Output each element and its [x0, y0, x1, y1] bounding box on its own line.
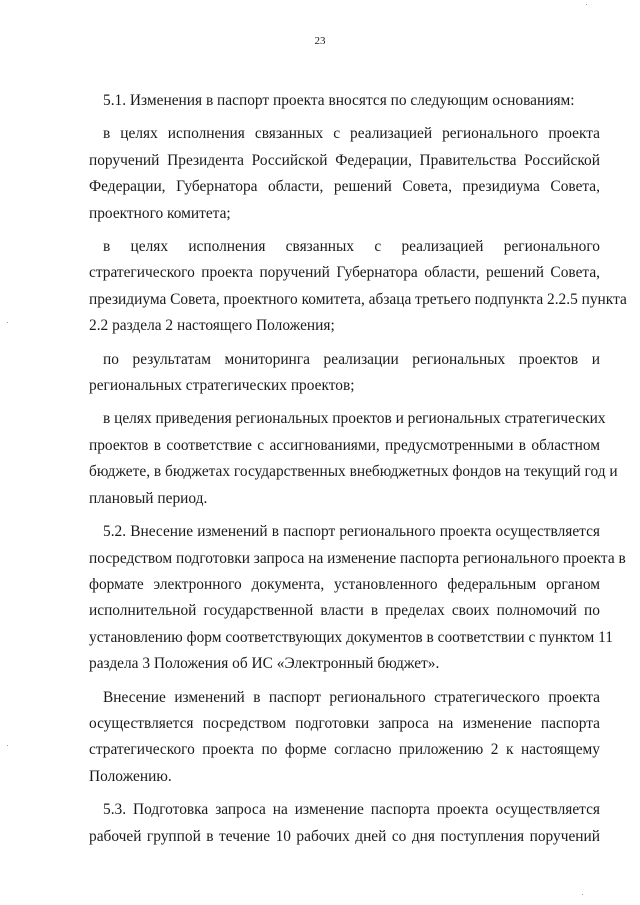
- text-line: 2.2 раздела 2 настоящего Положения;: [89, 317, 335, 335]
- paragraph-basis-budget: [89, 406, 618, 512]
- text-line: стратегического проекта поручений Губернатора области, решений Совета,: [89, 264, 600, 282]
- text-line: стратегического проекта по форме согласно приложению 2 к настоящему: [89, 741, 600, 759]
- paragraph-5-3: [89, 797, 600, 850]
- text-line: рабочей группой в течение 10 рабочих дней со дня поступления поручений: [89, 827, 600, 845]
- paragraph-strategic-changes: [89, 685, 600, 791]
- text-line: установлению форм соответствующих документов в соответствии с пунктом 11: [89, 628, 613, 646]
- text-line: Положению.: [89, 767, 172, 785]
- text-line: в целях исполнения связанных с реализацией регионального проекта: [103, 125, 600, 143]
- scan-speck: [7, 745, 8, 746]
- text-line: региональных стратегических проектов;: [89, 377, 355, 395]
- page-number: 23: [314, 35, 326, 47]
- text-line: 5.3. Подготовка запроса на изменение паспорта проекта осуществляется: [103, 801, 600, 819]
- paragraph-basis-president: [89, 121, 600, 227]
- text-line: Внесение изменений в паспорт регионального стратегического проекта: [103, 688, 600, 706]
- text-line: 5.1. Изменения в паспорт проекта вносятся по следующим основаниям:: [103, 92, 575, 109]
- text-line: исполнительной государственной власти в пределах своих полномочий по: [89, 602, 600, 620]
- paragraph-basis-governor: [89, 234, 627, 340]
- text-line: в целях приведения региональных проектов и региональных стратегических: [103, 410, 606, 428]
- text-line: поручений Президента Российской Федерации, Правительства Российской: [89, 151, 600, 169]
- text-line: осуществляется посредством подготовки запроса на изменение паспорта: [89, 714, 600, 732]
- scan-speck: [586, 4, 587, 5]
- document-body: [89, 88, 627, 850]
- scan-speck: [7, 322, 8, 323]
- scan-speck: [582, 894, 583, 895]
- paragraph-5-2: [89, 519, 626, 677]
- text-line: бюджете, в бюджетах государственных внебюджетных фондов на текущий год и: [89, 463, 618, 481]
- text-line: раздела 3 Положения об ИС «Электронный бюджет».: [89, 655, 440, 673]
- paragraph-basis-monitoring: [89, 347, 600, 400]
- text-line: по результатам мониторинга реализации региональных проектов и: [103, 350, 600, 368]
- text-line: плановый период.: [89, 489, 208, 507]
- text-line: проектов в соответствие с ассигнованиями, предусмотренными в областном: [89, 436, 600, 454]
- text-line: проектного комитета;: [89, 204, 231, 222]
- text-line: посредством подготовки запроса на изменение паспорта регионального проекта в: [89, 549, 626, 567]
- text-line: президиума Совета, проектного комитета, абзаца третьего подпункта 2.2.5 пункта: [89, 290, 627, 308]
- paragraph-5-1-intro: [89, 88, 600, 114]
- text-line: формате электронного документа, установленного федеральным органом: [89, 575, 600, 593]
- text-line: Федерации, Губернатора области, решений Совета, президиума Совета,: [89, 178, 600, 196]
- text-line: в целях исполнения связанных с реализацией регионального: [103, 238, 600, 256]
- text-line: 5.2. Внесение изменений в паспорт регионального проекта осуществляется: [103, 523, 600, 541]
